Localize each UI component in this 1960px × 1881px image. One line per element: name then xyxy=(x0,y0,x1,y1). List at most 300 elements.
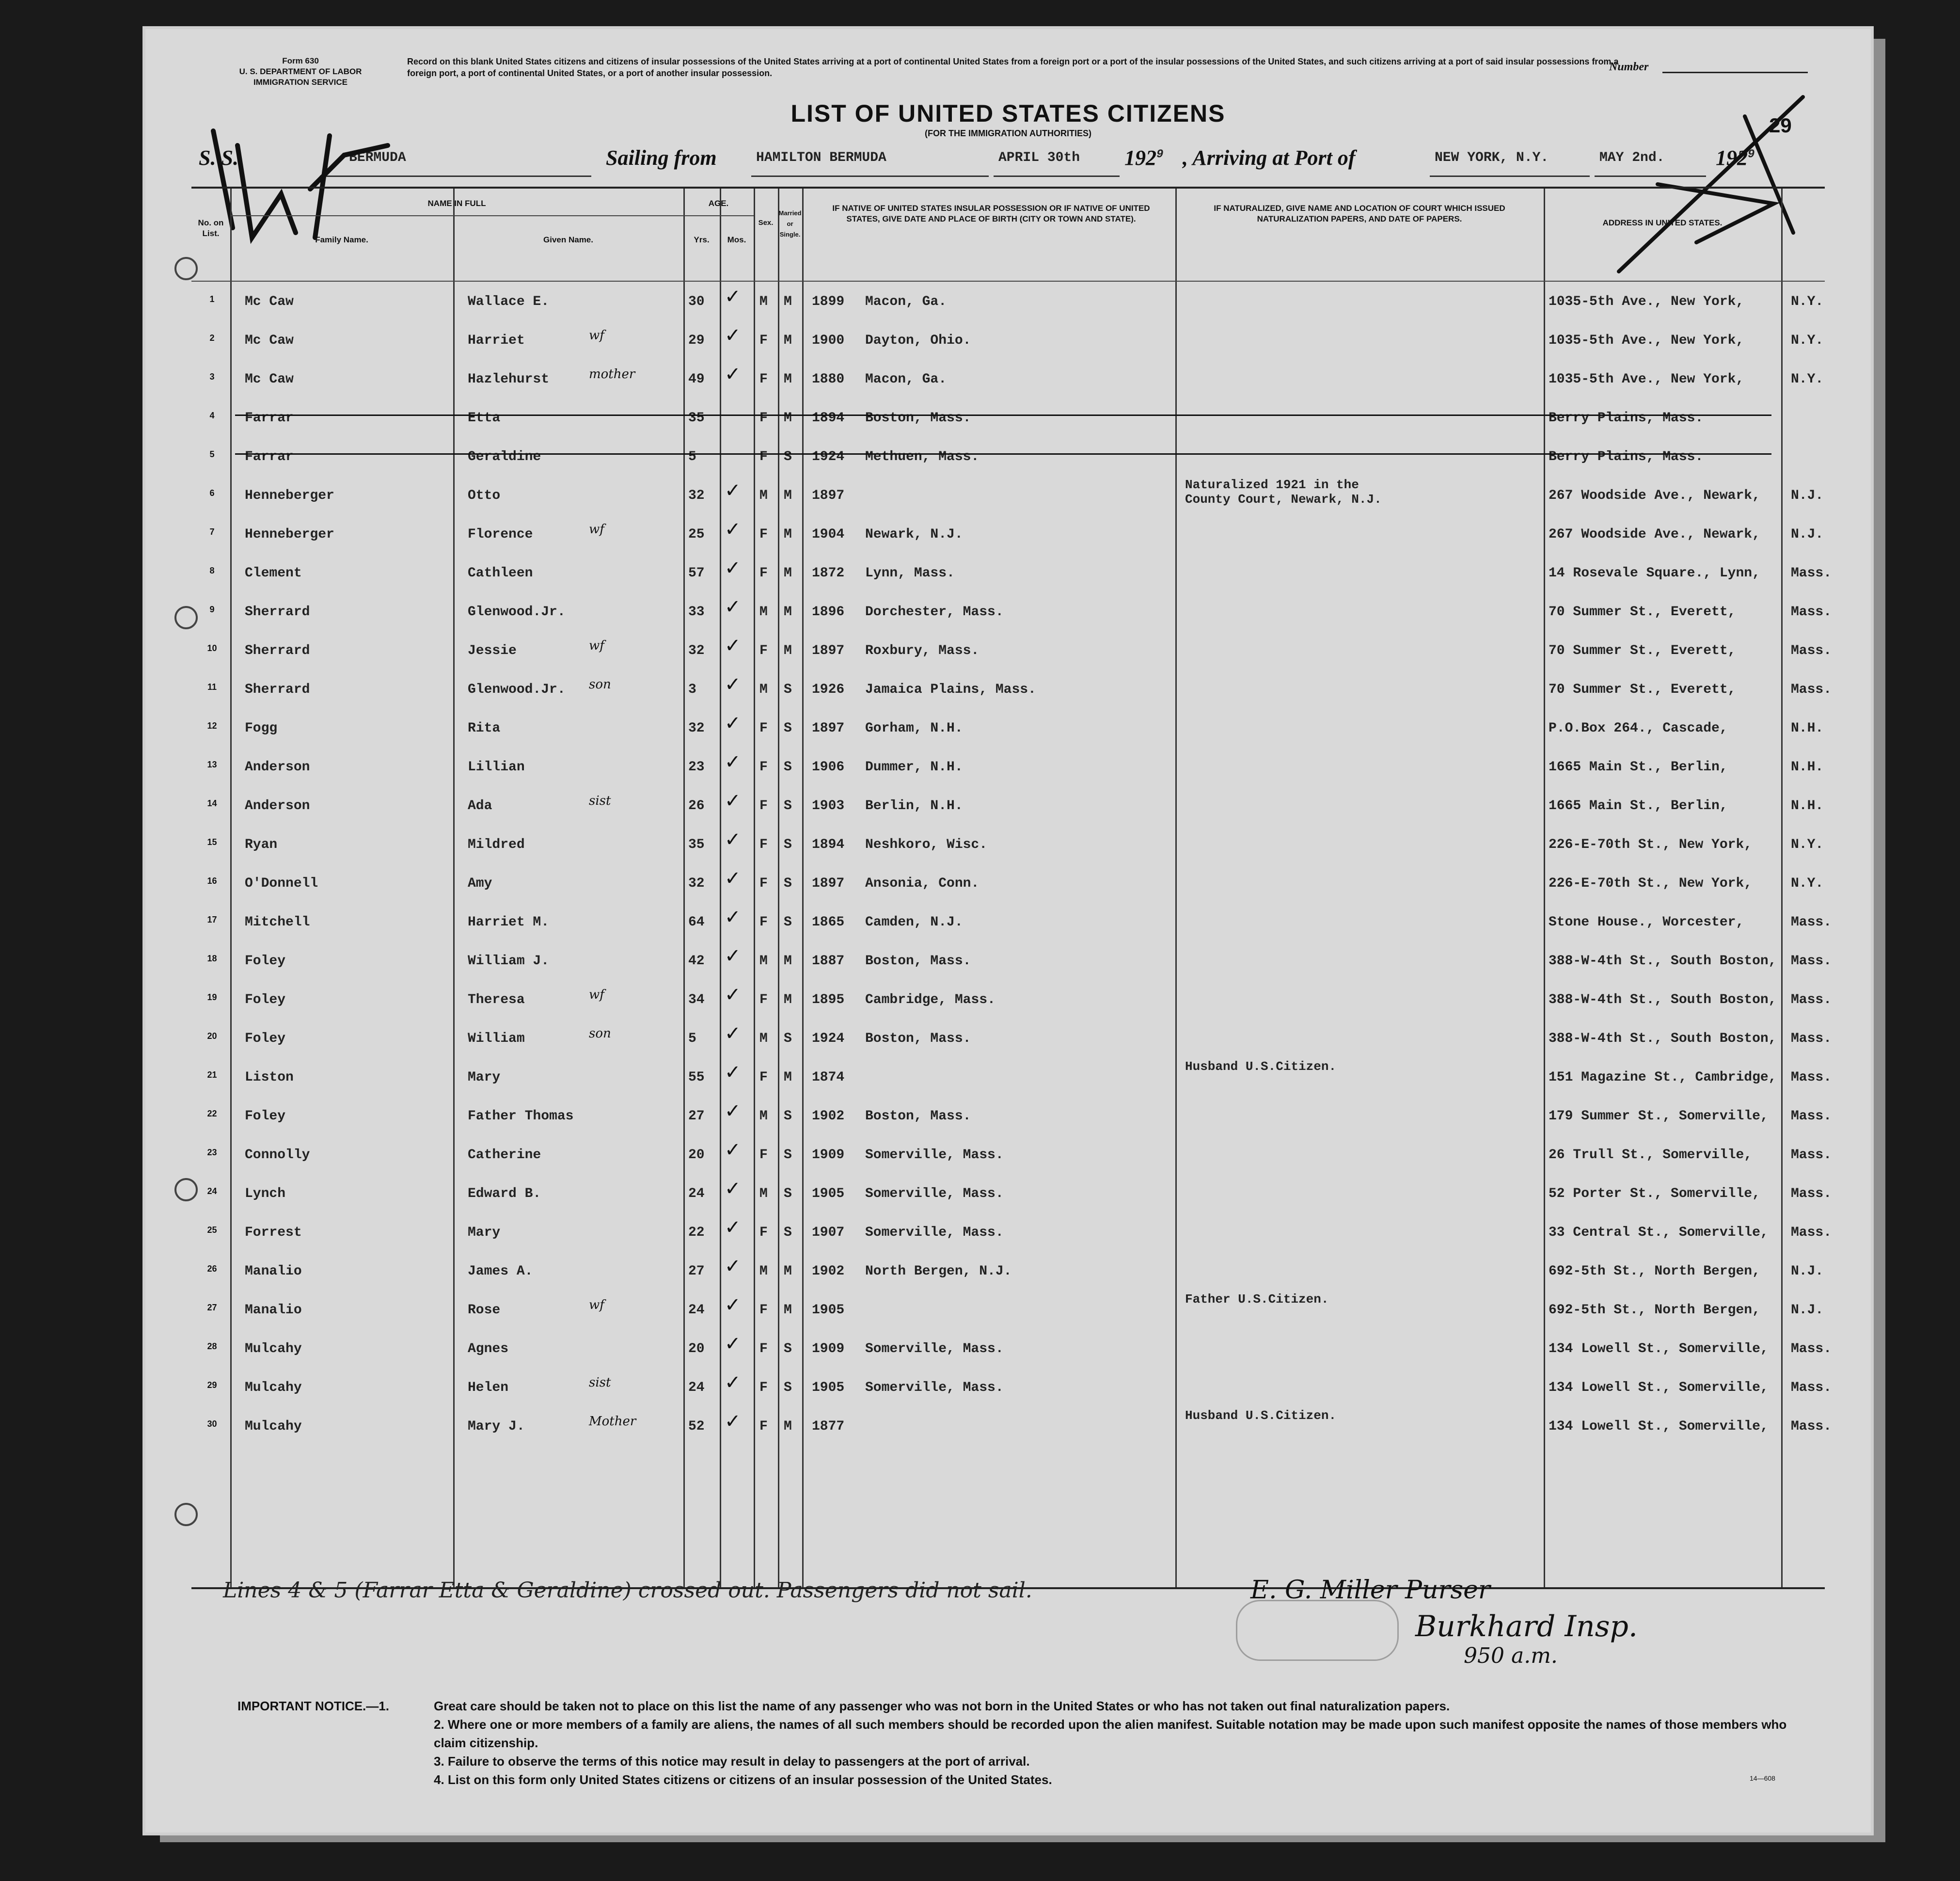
header-naturalized: IF NATURALIZED, GIVE NAME AND LOCATION OF COURT WHICH ISSUED NATURALIZATION PAPERS, AND DATE OF PAPERS. xyxy=(1214,204,1505,223)
cell-family: Manalio xyxy=(245,1303,302,1318)
cell-state: Mass. xyxy=(1791,1148,1832,1163)
check-mark-icon: ✓ xyxy=(725,1061,741,1084)
check-mark-icon: ✓ xyxy=(725,790,741,812)
cell-address: 226-E-70th St., New York, xyxy=(1549,876,1753,891)
check-mark-icon: ✓ xyxy=(725,1333,741,1355)
cell-place: Lynn, Mass. xyxy=(865,566,955,581)
cell-age: 32 xyxy=(688,488,705,503)
cell-place: Macon, Ga. xyxy=(865,294,947,309)
check-mark-icon: ✓ xyxy=(725,1216,741,1239)
cell-given: Ada xyxy=(468,798,492,813)
cell-age: 24 xyxy=(688,1303,705,1318)
cell-sex: M xyxy=(759,1031,768,1046)
check-mark-icon: ✓ xyxy=(725,1022,741,1045)
cell-sex: F xyxy=(759,798,768,813)
cell-ms: S xyxy=(784,876,792,891)
header-age: AGE. xyxy=(708,199,729,208)
cell-age: 34 xyxy=(688,992,705,1007)
cell-year: 1897 xyxy=(812,488,845,503)
cell-sex: F xyxy=(759,1380,768,1395)
cell-address: 70 Summer St., Everett, xyxy=(1549,682,1736,697)
cell-place: Somerville, Mass. xyxy=(865,1148,1004,1163)
cell-place: Cambridge, Mass. xyxy=(865,992,996,1007)
table-row xyxy=(191,1173,1832,1211)
notice-item: Great care should be taken not to place on this list the name of any passenger who was not born in the United States or who has not taken out final naturalization papers. xyxy=(434,1699,1450,1713)
cell-year: 1894 xyxy=(812,411,845,426)
to-port-underline xyxy=(1430,175,1590,177)
cell-no: 28 xyxy=(207,1341,217,1351)
cell-address: 388-W-4th St., South Boston, xyxy=(1549,1031,1777,1046)
cell-given: Hazlehurst xyxy=(468,372,550,387)
table-row xyxy=(191,1018,1832,1056)
table-row xyxy=(191,901,1832,940)
inspection-code: 950 a.m. xyxy=(1464,1643,1558,1668)
cell-year: 1897 xyxy=(812,721,845,736)
year-label xyxy=(1124,145,1163,170)
cell-age: 27 xyxy=(688,1264,705,1279)
table-row xyxy=(191,475,1825,513)
cell-ms: S xyxy=(784,721,792,736)
table-row xyxy=(191,940,1832,979)
cell-sex: F xyxy=(759,566,768,581)
handwritten-note: Lines 4 & 5 (Farrar Etta & Geraldine) crossed out. Passengers did not sail. xyxy=(223,1578,1032,1603)
cell-sex: F xyxy=(759,1070,768,1085)
cell-ms: S xyxy=(784,798,792,813)
cell-given: Wallace E. xyxy=(468,294,550,309)
table-row xyxy=(191,591,1832,630)
cell-nat: Naturalized 1921 in the County Court, Newark, N.J. xyxy=(1185,478,1382,507)
cell-place: Boston, Mass. xyxy=(865,1031,971,1046)
cell-address: 52 Porter St., Somerville, xyxy=(1549,1186,1760,1201)
cell-ms: M xyxy=(784,527,792,542)
check-mark-icon: ✓ xyxy=(725,906,741,928)
record-instructions: Record on this blank United States citizens and citizens of insular possessions of the United States arriving at a port of continental United States from a foreign port or a port of the insular possessions of the United States, and such citizens arriving at a port of said insular possessions from a foreign port, a port of continental United States, or a port of another insular possession. xyxy=(407,57,1619,78)
cell-ms: M xyxy=(784,992,792,1007)
cell-state: Mass. xyxy=(1791,1070,1832,1085)
cell-ms: S xyxy=(784,915,792,930)
cell-age: 42 xyxy=(688,954,705,969)
cell-year: 1909 xyxy=(812,1341,845,1356)
cell-given: Geraldine xyxy=(468,449,541,464)
cell-no: 10 xyxy=(207,643,217,653)
cell-no: 16 xyxy=(207,876,217,886)
cell-note: wf xyxy=(589,522,604,537)
check-mark-icon: ✓ xyxy=(725,286,741,308)
cell-ms: M xyxy=(784,954,792,969)
cell-ms: S xyxy=(784,1186,792,1201)
cell-year: 1872 xyxy=(812,566,845,581)
cell-family: Henneberger xyxy=(245,527,334,542)
cell-no: 17 xyxy=(207,915,217,925)
cell-age: 32 xyxy=(688,876,705,891)
number-label: Number xyxy=(1609,61,1649,73)
cell-year: 1926 xyxy=(812,682,845,697)
cell-given: Harriet xyxy=(468,333,525,348)
cell-age: 35 xyxy=(688,411,705,426)
cell-given: Mary xyxy=(468,1070,501,1085)
cell-given: William xyxy=(468,1031,525,1046)
check-mark-icon: ✓ xyxy=(725,945,741,967)
cell-state: Mass. xyxy=(1791,682,1832,697)
cell-state: Mass. xyxy=(1791,643,1832,658)
cell-note: son xyxy=(589,677,611,692)
cell-year: 1924 xyxy=(812,1031,845,1046)
cell-no: 24 xyxy=(207,1186,217,1196)
cell-no: 23 xyxy=(207,1148,217,1157)
cell-address: 692-5th St., North Bergen, xyxy=(1549,1303,1760,1318)
cell-family: Forrest xyxy=(245,1225,302,1240)
cell-age: 5 xyxy=(688,449,696,464)
cell-no: 5 xyxy=(209,449,215,459)
cell-no: 25 xyxy=(207,1225,217,1235)
cell-sex: F xyxy=(759,876,768,891)
header-address: ADDRESS IN UNITED STATES. xyxy=(1602,218,1723,227)
cell-year: 1899 xyxy=(812,294,845,309)
cell-state: Mass. xyxy=(1791,1419,1832,1434)
check-mark-icon: ✓ xyxy=(725,1371,741,1394)
check-mark-icon: ✓ xyxy=(725,867,741,890)
header-subdivider xyxy=(230,215,754,216)
cell-note: wf xyxy=(589,988,604,1002)
cell-place: Methuen, Mass. xyxy=(865,449,980,464)
cell-state: Mass. xyxy=(1791,1186,1832,1201)
cell-sex: F xyxy=(759,643,768,658)
cell-year: 1897 xyxy=(812,643,845,658)
table-row xyxy=(191,1134,1832,1173)
check-mark-icon: ✓ xyxy=(725,829,741,851)
year-prefix: 192 xyxy=(1124,146,1156,170)
table-row xyxy=(191,1211,1832,1250)
cell-address: P.O.Box 264., Cascade, xyxy=(1549,721,1728,736)
notice-item: 4. List on this form only United States citizens or citizens of an insular possession of the United States. xyxy=(434,1772,1052,1787)
cell-given: Theresa xyxy=(468,992,525,1007)
cell-year: 1865 xyxy=(812,915,845,930)
header-no-on-list: No. on List. xyxy=(198,218,224,238)
cell-address: 226-E-70th St., New York, xyxy=(1549,837,1753,852)
cell-year: 1874 xyxy=(812,1070,845,1085)
cell-family: Foley xyxy=(245,992,286,1007)
cell-note: sist xyxy=(589,1375,611,1390)
cell-state: N.Y. xyxy=(1791,333,1824,348)
cell-family: Farrar xyxy=(245,411,294,426)
cell-sex: F xyxy=(759,1148,768,1163)
cell-given: Jessie xyxy=(468,643,517,658)
cell-given: Edward B. xyxy=(468,1186,541,1201)
cell-sex: M xyxy=(759,1264,768,1279)
cell-note: wf xyxy=(589,1298,604,1312)
cell-ms: M xyxy=(784,1303,792,1318)
cell-note: mother xyxy=(589,367,635,382)
header-sex: Sex. xyxy=(758,219,774,227)
page-title: LIST OF UNITED STATES CITIZENS xyxy=(790,100,1226,127)
cell-year: 1896 xyxy=(812,605,845,620)
header-married-single: Married or Single. xyxy=(778,209,802,238)
cell-family: O'Donnell xyxy=(245,876,318,891)
cell-ms: M xyxy=(784,605,792,620)
cell-ms: M xyxy=(784,566,792,581)
cell-no: 8 xyxy=(209,566,215,575)
cell-sex: M xyxy=(759,954,768,969)
cell-address: 70 Summer St., Everett, xyxy=(1549,605,1736,620)
cell-family: Ryan xyxy=(245,837,278,852)
cell-family: Sherrard xyxy=(245,682,310,697)
cell-age: 23 xyxy=(688,760,705,775)
cell-ms: S xyxy=(784,682,792,697)
cell-ms: S xyxy=(784,449,792,464)
table-row xyxy=(191,1328,1832,1367)
cell-ms: M xyxy=(784,1419,792,1434)
cell-place: Dummer, N.H. xyxy=(865,760,963,775)
cell-age: 35 xyxy=(688,837,705,852)
cell-no: 30 xyxy=(207,1419,217,1429)
cell-year: 1906 xyxy=(812,760,845,775)
cell-family: Mc Caw xyxy=(245,294,294,309)
cell-ms: S xyxy=(784,1148,792,1163)
cell-address: 388-W-4th St., South Boston, xyxy=(1549,992,1777,1007)
cell-no: 27 xyxy=(207,1303,217,1312)
cell-no: 22 xyxy=(207,1109,217,1118)
cell-given: Father Thomas xyxy=(468,1109,574,1124)
cell-address: Stone House., Worcester, xyxy=(1549,915,1744,930)
cell-family: Lynch xyxy=(245,1186,286,1201)
print-code: 14—608 xyxy=(1750,1774,1775,1782)
check-mark-icon: ✓ xyxy=(725,518,741,541)
table-row xyxy=(191,281,1825,319)
cell-ms: S xyxy=(784,1341,792,1356)
cell-family: Sherrard xyxy=(245,605,310,620)
cell-sex: M xyxy=(759,605,768,620)
passenger-table xyxy=(191,187,1832,1589)
cell-address: 1035-5th Ave., New York, xyxy=(1549,333,1744,348)
cell-place: Somerville, Mass. xyxy=(865,1341,1004,1356)
cell-no: 7 xyxy=(209,527,215,537)
cell-given: James A. xyxy=(468,1264,533,1279)
ship-name: BERMUDA xyxy=(349,150,406,165)
check-mark-icon: ✓ xyxy=(725,1178,741,1200)
cell-given: Glenwood.Jr. xyxy=(468,682,566,697)
cell-place: Camden, N.J. xyxy=(865,915,963,930)
cell-ms: S xyxy=(784,837,792,852)
cell-age: 49 xyxy=(688,372,705,387)
cell-ms: M xyxy=(784,643,792,658)
cell-place: Neshkoro, Wisc. xyxy=(865,837,988,852)
cell-family: Anderson xyxy=(245,760,310,775)
cell-address: 388-W-4th St., South Boston, xyxy=(1549,954,1777,969)
check-mark-icon: ✓ xyxy=(725,673,741,696)
cell-no: 29 xyxy=(207,1380,217,1390)
cell-age: 55 xyxy=(688,1070,705,1085)
table-row xyxy=(191,1056,1832,1095)
cell-sex: F xyxy=(759,1303,768,1318)
notice-item: 3. Failure to observe the terms of this notice may result in delay to passengers at the port of arrival. xyxy=(434,1754,1030,1769)
cell-state: N.H. xyxy=(1791,798,1824,813)
cell-state: Mass. xyxy=(1791,992,1832,1007)
table-row xyxy=(191,630,1832,669)
cell-given: William J. xyxy=(468,954,550,969)
cell-sex: F xyxy=(759,411,768,426)
cell-year: 1905 xyxy=(812,1186,845,1201)
cell-family: Foley xyxy=(245,1031,286,1046)
year-digit-2: 9 xyxy=(1748,148,1755,161)
cell-age: 25 xyxy=(688,527,705,542)
cell-no: 21 xyxy=(207,1070,217,1080)
table-row xyxy=(191,552,1832,591)
page-subtitle: (FOR THE IMMIGRATION AUTHORITIES) xyxy=(925,128,1091,138)
check-mark-icon: ✓ xyxy=(725,1100,741,1122)
cell-given: Mary xyxy=(468,1225,501,1240)
cell-family: Manalio xyxy=(245,1264,302,1279)
cell-state: N.H. xyxy=(1791,721,1824,736)
cell-address: 26 Trull St., Somerville, xyxy=(1549,1148,1753,1163)
cell-place: Somerville, Mass. xyxy=(865,1186,1004,1201)
cell-place: Somerville, Mass. xyxy=(865,1225,1004,1240)
cell-place: Gorham, N.H. xyxy=(865,721,963,736)
arriving-label: , Arriving at Port of xyxy=(1183,146,1356,170)
cell-year: 1900 xyxy=(812,333,845,348)
year-prefix-2: 192 xyxy=(1716,146,1748,170)
cell-year: 1880 xyxy=(812,372,845,387)
cell-place: Dayton, Ohio. xyxy=(865,333,971,348)
table-row xyxy=(191,436,1825,475)
number-line xyxy=(1662,72,1808,73)
cell-family: Fogg xyxy=(245,721,278,736)
cell-sex: M xyxy=(759,1186,768,1201)
cell-address: 33 Central St., Somerville, xyxy=(1549,1225,1769,1240)
table-row xyxy=(191,979,1832,1018)
cell-no: 20 xyxy=(207,1031,217,1041)
table-row xyxy=(191,319,1825,358)
cell-family: Foley xyxy=(245,1109,286,1124)
cell-given: Helen xyxy=(468,1380,509,1395)
cell-place: Somerville, Mass. xyxy=(865,1380,1004,1395)
sailing-from-label: Sailing from xyxy=(606,146,717,170)
cell-state: N.Y. xyxy=(1791,372,1824,387)
cell-year: 1877 xyxy=(812,1419,845,1434)
cell-no: 19 xyxy=(207,992,217,1002)
cell-state: Mass. xyxy=(1791,1341,1832,1356)
cell-no: 15 xyxy=(207,837,217,847)
cell-note: sist xyxy=(589,794,611,808)
cell-state: Mass. xyxy=(1791,605,1832,620)
cell-state: Mass. xyxy=(1791,1225,1832,1240)
cell-age: 32 xyxy=(688,721,705,736)
cell-place: Jamaica Plains, Mass. xyxy=(865,682,1036,697)
manifest-sheet xyxy=(145,29,1871,1833)
form-number: Form 630 xyxy=(282,56,319,65)
cell-state: N.Y. xyxy=(1791,294,1824,309)
cell-sex: F xyxy=(759,333,768,348)
from-date: APRIL 30th xyxy=(998,150,1080,165)
cell-age: 64 xyxy=(688,915,705,930)
cell-sex: F xyxy=(759,760,768,775)
cell-place: Boston, Mass. xyxy=(865,411,971,426)
table-row xyxy=(191,358,1825,397)
cell-place: Boston, Mass. xyxy=(865,1109,971,1124)
cell-ms: M xyxy=(784,411,792,426)
cell-given: Rose xyxy=(468,1303,501,1318)
cell-given: Rita xyxy=(468,721,501,736)
check-mark-icon: ✓ xyxy=(725,635,741,657)
cell-ms: M xyxy=(784,1264,792,1279)
check-mark-icon: ✓ xyxy=(725,557,741,579)
cell-address: 692-5th St., North Bergen, xyxy=(1549,1264,1760,1279)
cell-state: Mass. xyxy=(1791,1380,1832,1395)
cell-age: 29 xyxy=(688,333,705,348)
inspector-signature: Burkhard Insp. xyxy=(1415,1610,1638,1643)
cell-address: 70 Summer St., Everett, xyxy=(1549,643,1736,658)
cell-state: Mass. xyxy=(1791,915,1832,930)
header-family-name: Family Name. xyxy=(315,235,368,244)
cell-address: 151 Magazine St., Cambridge, xyxy=(1549,1070,1777,1085)
cell-address: 1035-5th Ave., New York, xyxy=(1549,372,1744,387)
cell-sex: F xyxy=(759,1341,768,1356)
cell-state: Mass. xyxy=(1791,566,1832,581)
cell-given: Amy xyxy=(468,876,492,891)
stamp-impression xyxy=(1236,1600,1399,1661)
cell-ms: S xyxy=(784,1031,792,1046)
cell-sex: M xyxy=(759,294,768,309)
check-mark-icon: ✓ xyxy=(725,1139,741,1161)
cell-given: Agnes xyxy=(468,1341,509,1356)
cell-family: Mc Caw xyxy=(245,372,294,387)
cell-address: 1035-5th Ave., New York, xyxy=(1549,294,1744,309)
cell-no: 6 xyxy=(209,488,215,498)
ss-label: S. S. xyxy=(199,146,238,170)
check-mark-icon: ✓ xyxy=(725,479,741,502)
table-row xyxy=(191,707,1825,746)
cell-given: Etta xyxy=(468,411,501,426)
strike-through-line xyxy=(235,414,1771,416)
check-mark-icon: ✓ xyxy=(725,751,741,773)
cell-state: Mass. xyxy=(1791,1031,1832,1046)
cell-given: Harriet M. xyxy=(468,915,550,930)
cell-year: 1902 xyxy=(812,1264,845,1279)
cell-family: Mc Caw xyxy=(245,333,294,348)
cell-no: 4 xyxy=(209,411,215,420)
cell-age: 30 xyxy=(688,294,705,309)
cell-address: 179 Summer St., Somerville, xyxy=(1549,1109,1769,1124)
cell-state: N.J. xyxy=(1791,488,1824,503)
cell-year: 1902 xyxy=(812,1109,845,1124)
cell-age: 57 xyxy=(688,566,705,581)
notice-items xyxy=(434,1697,1815,1789)
cell-no: 11 xyxy=(207,682,217,692)
cell-note: son xyxy=(589,1026,611,1041)
header-months: Mos. xyxy=(727,235,746,244)
table-row xyxy=(191,1367,1832,1405)
cell-no: 18 xyxy=(207,954,217,963)
cell-no: 26 xyxy=(207,1264,217,1274)
check-mark-icon: ✓ xyxy=(725,324,741,347)
cell-address: 267 Woodside Ave., Newark, xyxy=(1549,527,1760,542)
cell-year: 1904 xyxy=(812,527,845,542)
cell-state: Mass. xyxy=(1791,1109,1832,1124)
cell-state: Mass. xyxy=(1791,954,1832,969)
page-number: 29 xyxy=(1769,114,1792,137)
table-row xyxy=(191,669,1832,707)
cell-note: wf xyxy=(589,638,604,653)
cell-ms: M xyxy=(784,372,792,387)
cell-age: 27 xyxy=(688,1109,705,1124)
cell-year: 1903 xyxy=(812,798,845,813)
cell-age: 20 xyxy=(688,1341,705,1356)
cell-age: 32 xyxy=(688,643,705,658)
cell-no: 1 xyxy=(209,294,215,304)
cell-ms: M xyxy=(784,294,792,309)
cell-place: Ansonia, Conn. xyxy=(865,876,980,891)
cell-age: 24 xyxy=(688,1380,705,1395)
cell-ms: S xyxy=(784,1109,792,1124)
